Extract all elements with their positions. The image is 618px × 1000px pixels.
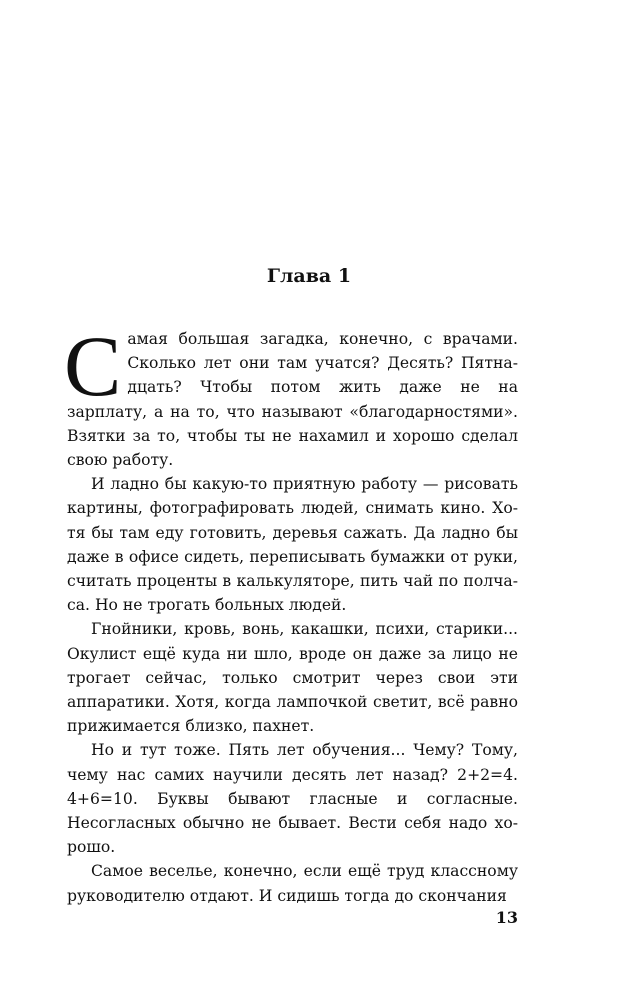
chapter-title: Глава 1 <box>266 265 352 287</box>
chapter-text <box>64 318 518 908</box>
drop-cap: С <box>64 318 122 414</box>
paragraph-3: Гнойники, кровь, вонь, какашки, психи, старики... Окулист ещё куда ни шло, вроде он даже за лицо не трогает сейчас, только смотрит через свои эти аппаратики. Хотя, когда лампочкой светит, всё равно прижимается близко, пахнет. <box>67 620 518 736</box>
paragraph-1-text: амая большая загадка, конечно, с врачами. Сколько лет они там учатся? Десять? Пятнадцать? Чтобы потом жить даже не на зарплату, а на то, что называют «благодарностями». Взятки за то, чтобы ты не нахамил и хорошо сделал свою работу. <box>67 330 518 470</box>
paragraph-1 <box>64 318 518 472</box>
paragraph-5: Самое веселье, конечно, если ещё труд классному руководителю отдают. И сидишь тогда до скончания <box>67 862 518 905</box>
paragraph-4: Но и тут тоже. Пять лет обучения... Чему? Тому, чему нас самих научили десять лет назад? 2+2=4. 4+6=10. Буквы бывают гласные и согласные. Несогласных обычно не бывает. Вести себя надо хорошо. <box>67 741 518 857</box>
page-number: 13 <box>495 908 518 927</box>
paragraph-2: И ладно бы какую-то приятную работу — рисовать картины, фотографировать людей, снимать кино. Хотя бы там еду готовить, деревья сажать. Да ладно бы даже в офисе сидеть, переписывать бумажки от руки, считать проценты в калькуляторе, пить чай по полчаса. Но не трогать больных людей. <box>67 475 518 615</box>
